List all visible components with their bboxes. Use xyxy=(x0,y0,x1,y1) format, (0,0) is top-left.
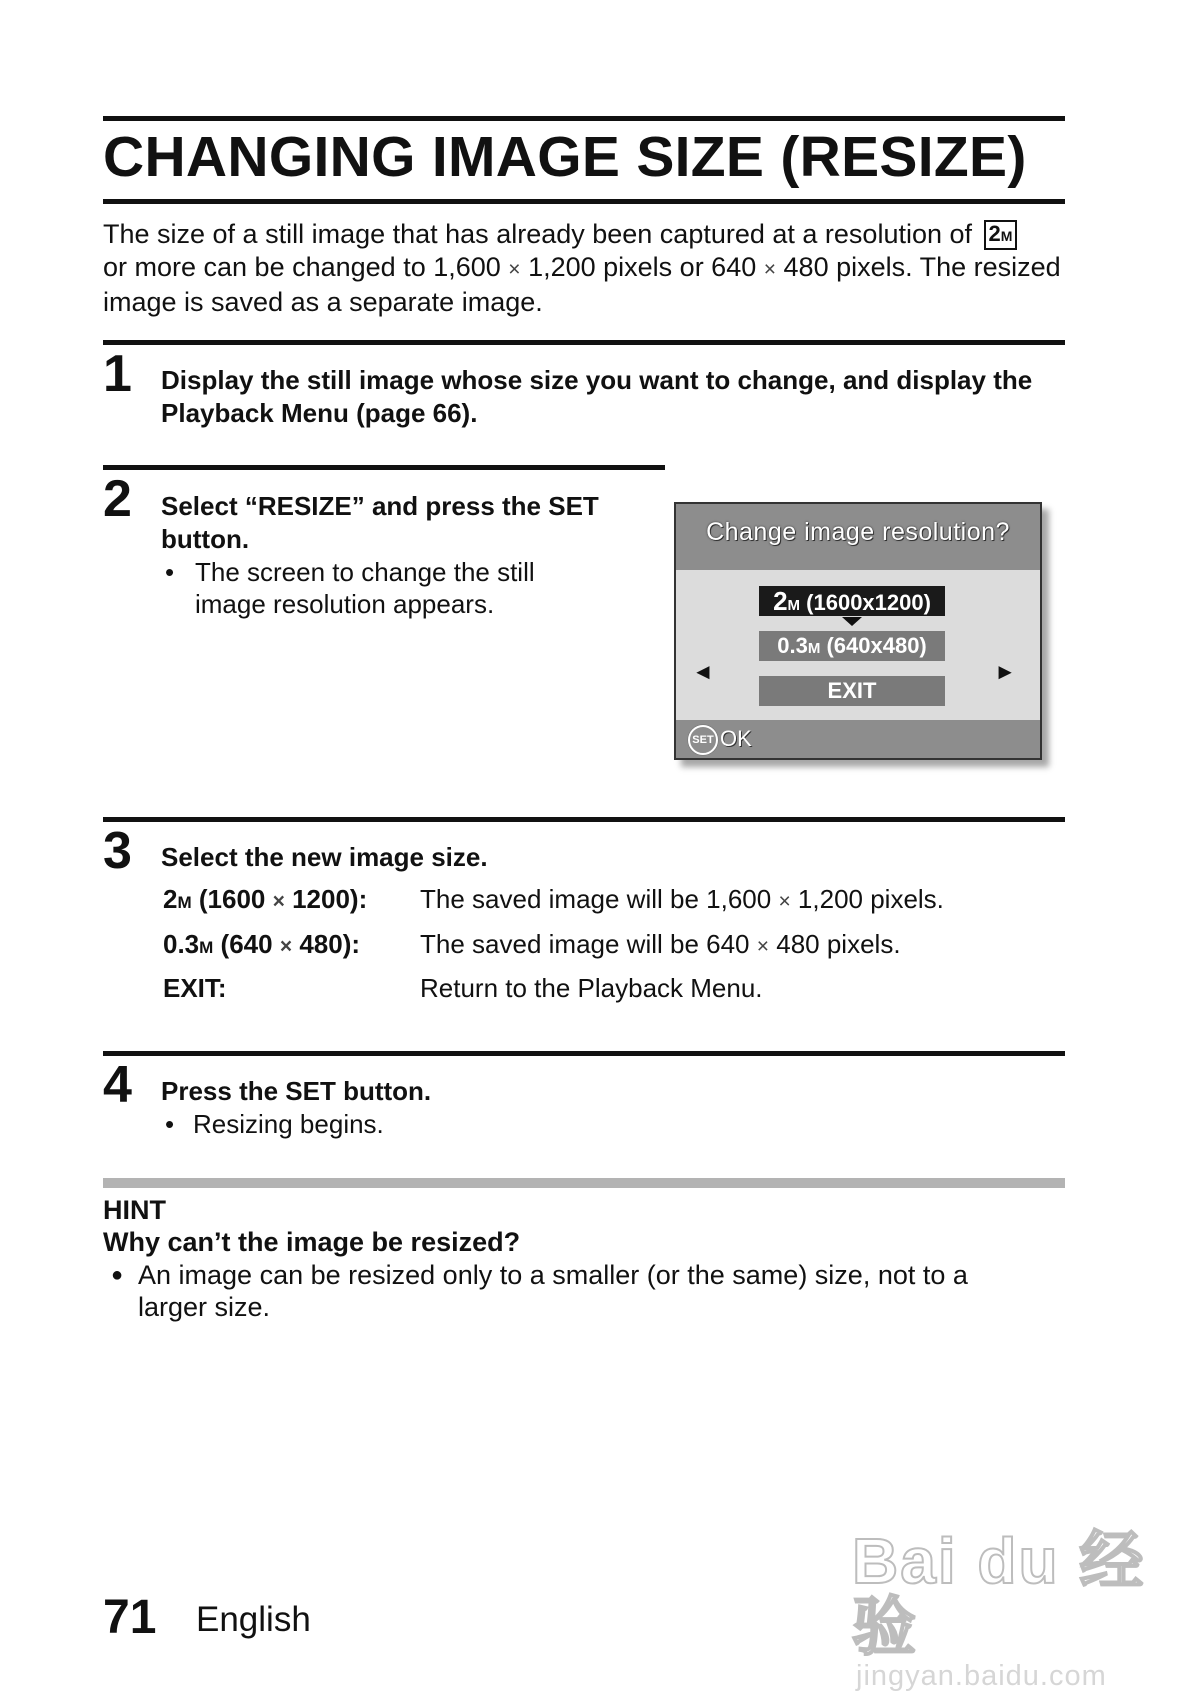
step1-title: Display the still image whose size you want to change, and display the Playback Menu (page 66). xyxy=(161,365,1033,428)
intro-text-3: 1,200 pixels or 640 xyxy=(528,251,757,282)
hint-bullet: ● xyxy=(111,1264,124,1286)
right-arrow-icon[interactable]: ► xyxy=(994,659,1016,684)
row-key: 0.3M (640 × 480): xyxy=(163,929,361,959)
option-exit[interactable]: EXIT xyxy=(759,676,945,706)
baidu-watermark-logo: Bai du 经验 jingyan.baidu.com xyxy=(852,1525,1146,1692)
step1-rule xyxy=(103,340,1065,345)
intro-text-1: The size of a still image that has already been captured at a resolution of xyxy=(103,219,973,249)
screen-header: Change image resolution? xyxy=(676,504,1040,570)
hint-divider xyxy=(103,1178,1065,1188)
step4-bullet-text: Resizing begins. xyxy=(193,1109,384,1139)
bullet-dot: • xyxy=(165,1109,175,1139)
camera-screen xyxy=(674,502,1042,760)
page-number: 71 xyxy=(103,1591,157,1644)
intro-text-2: or more can be changed to 1,600 xyxy=(103,251,501,282)
page-title: CHANGING IMAGE SIZE (RESIZE) xyxy=(103,125,1027,189)
step1-number: 1 xyxy=(103,345,132,403)
times-sign: × xyxy=(763,257,777,281)
hint-body xyxy=(111,1259,1041,1323)
hint-text: An image can be resized only to a smaller (or the same) size, not to a larger size. xyxy=(138,1260,968,1322)
times-sign: × xyxy=(508,257,521,281)
step4-number: 4 xyxy=(103,1056,132,1114)
title-bottom-rule xyxy=(103,199,1065,204)
row-key: EXIT: xyxy=(163,973,227,1003)
left-arrow-icon[interactable]: ◄ xyxy=(692,659,714,684)
row-key: 2M (1600 × 1200): xyxy=(163,884,368,914)
row-value: The saved image will be 1,600 × 1,200 pixels. xyxy=(420,884,944,914)
hint-question: Why can’t the image be resized? xyxy=(103,1227,521,1257)
intro-text-4: 480 pixels. The resized image is saved as a separate image. xyxy=(103,251,1061,317)
option-0-3m[interactable]: 0.3M (640x480) xyxy=(759,631,945,661)
row-value: Return to the Playback Menu. xyxy=(420,973,763,1003)
set-button-icon: SET xyxy=(688,725,718,755)
resolution-2m-icon: 2M xyxy=(984,220,1018,250)
step3-number: 3 xyxy=(103,822,132,880)
bullet-dot: • xyxy=(165,557,175,587)
step2-title: Select “RESIZE” and press the SET button. xyxy=(161,491,599,554)
ok-label: OK xyxy=(720,726,752,751)
step3-title: Select the new image size. xyxy=(161,842,488,872)
row-value: The saved image will be 640 × 480 pixels. xyxy=(420,929,901,959)
step2-number: 2 xyxy=(103,470,132,528)
step3-rule xyxy=(103,817,1065,822)
step4-bullet xyxy=(165,1108,384,1140)
intro-paragraph xyxy=(103,218,1063,319)
screen-footer xyxy=(676,720,1040,758)
option-2m[interactable]: 2M (1600x1200) xyxy=(759,586,945,616)
step2-bullet xyxy=(165,556,605,620)
caret-down-icon xyxy=(842,617,862,626)
step2-bullet-text: The screen to change the still image resolution appears. xyxy=(195,557,535,619)
step4-title: Press the SET button. xyxy=(161,1076,432,1106)
step2-rule xyxy=(103,465,665,470)
hint-label: HINT xyxy=(103,1195,166,1225)
page-language: English xyxy=(196,1600,311,1639)
step4-rule xyxy=(103,1051,1065,1056)
